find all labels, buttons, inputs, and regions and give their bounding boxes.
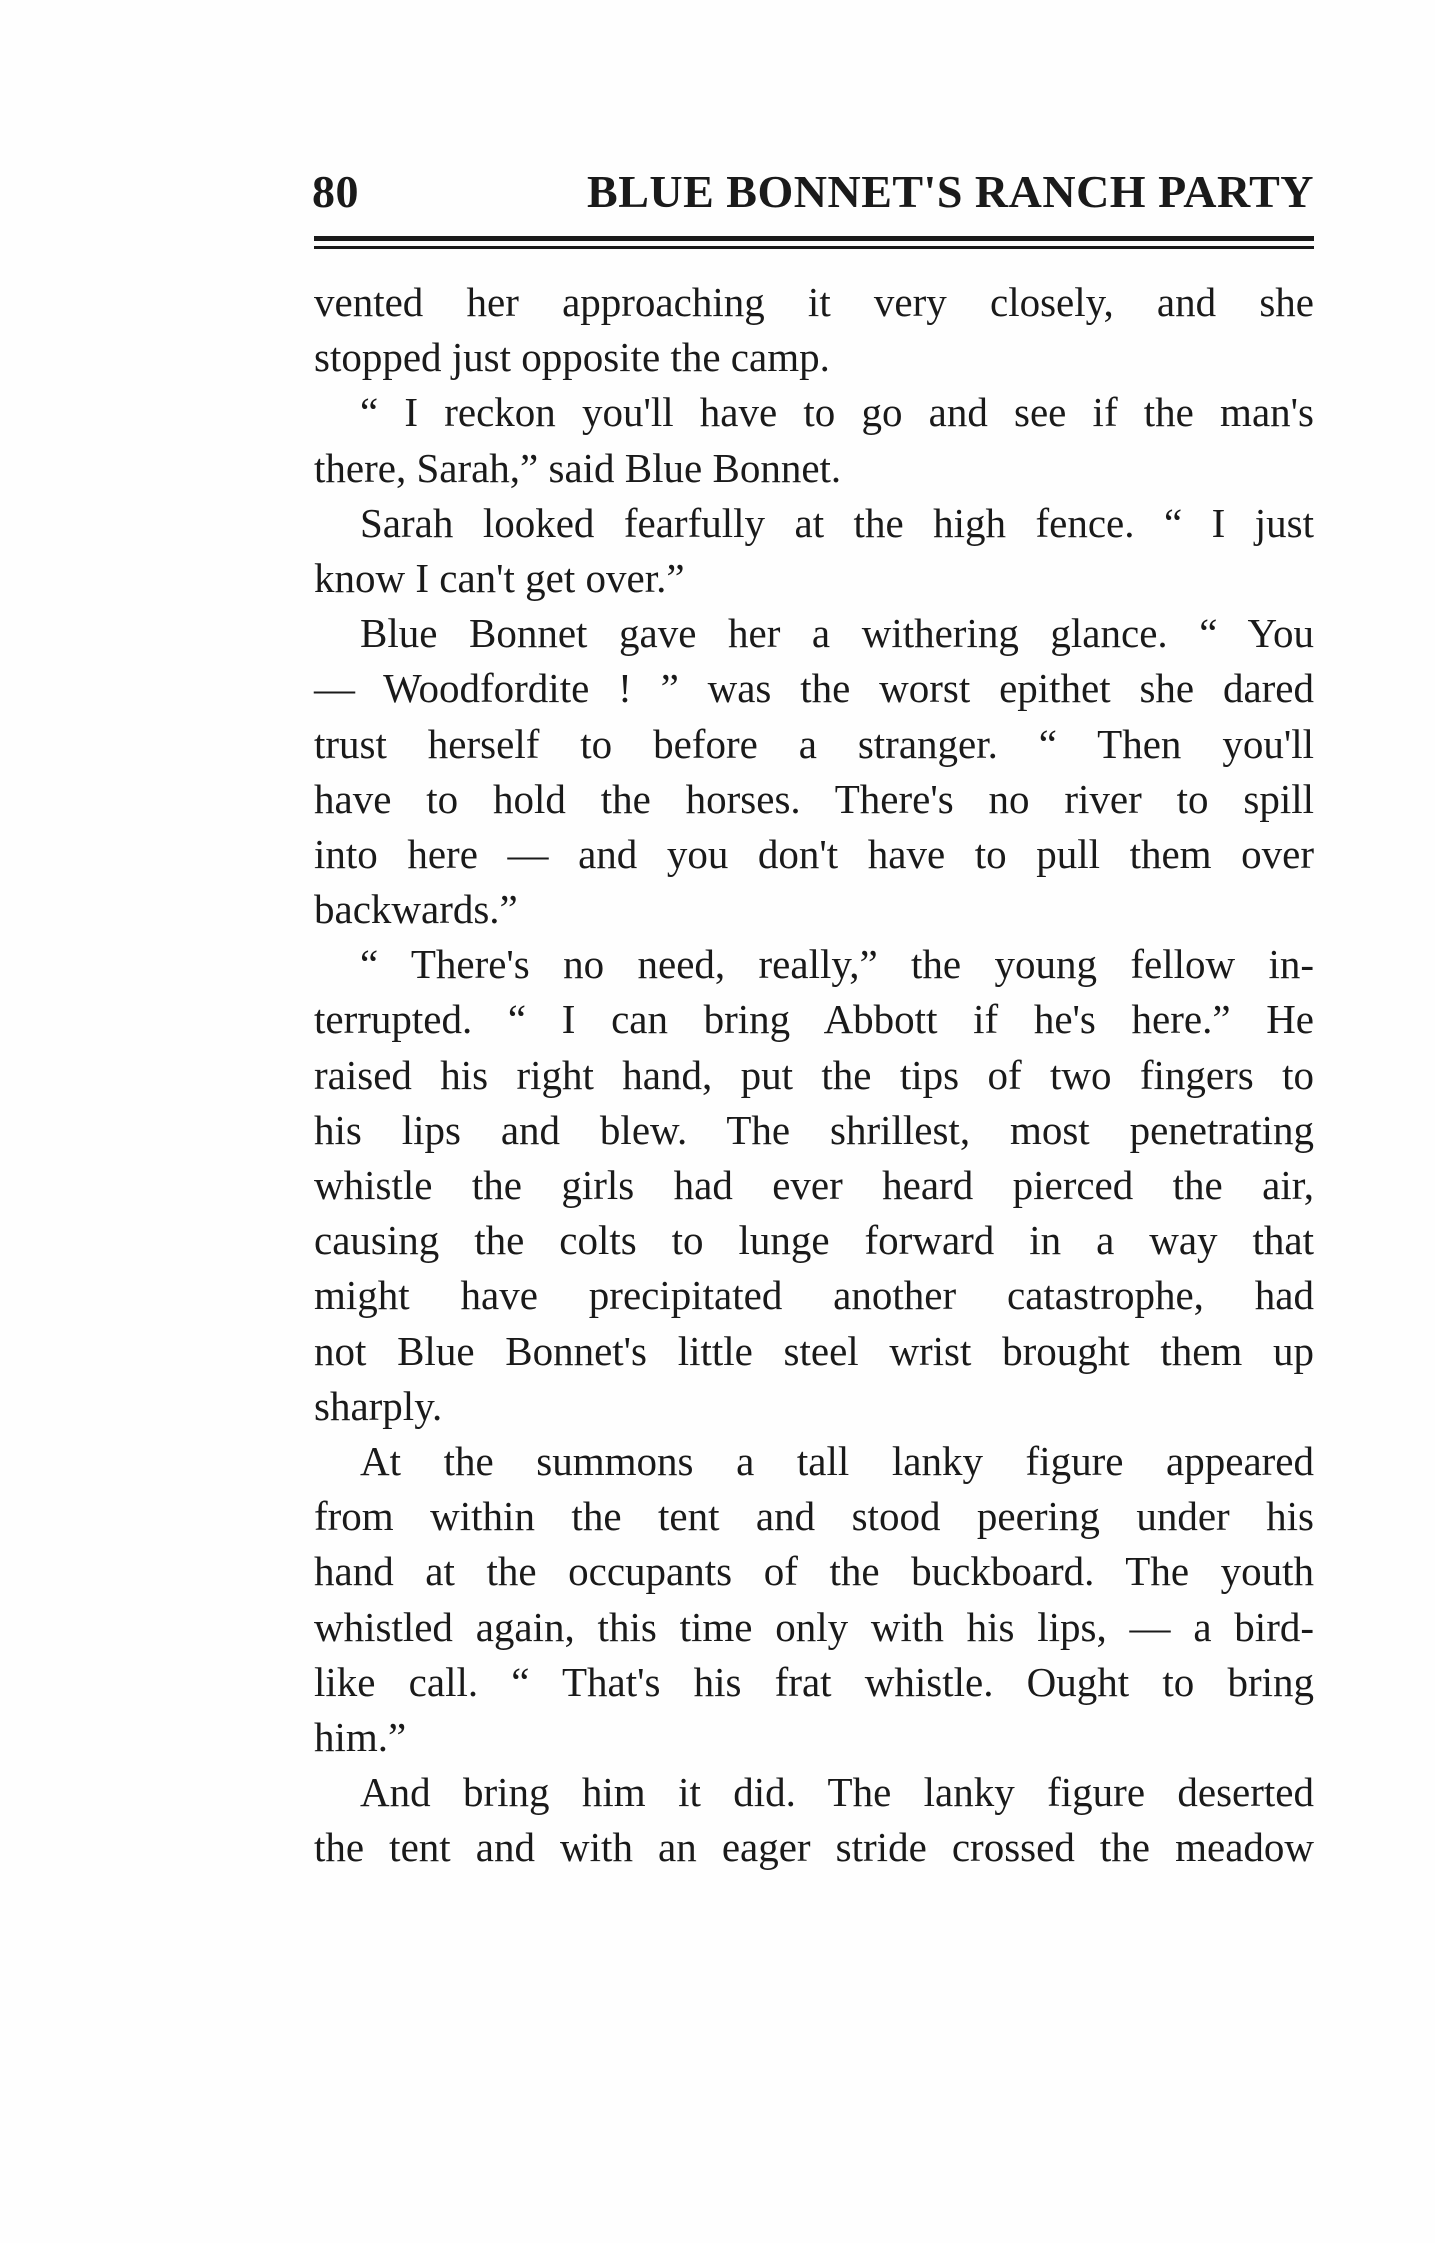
text-line: whistled again, this time only with his lips, — a bird- [314, 1603, 1314, 1650]
text-line: his lips and blew. The shrillest, most penetrating [314, 1106, 1314, 1153]
text-line: whistle the girls had ever heard pierced the air, [314, 1162, 1314, 1208]
page-number: 80 [312, 166, 359, 217]
text-line: — Woodfordite ! ” was the worst epithet she dared [314, 665, 1314, 712]
text-line: hand at the occupants of the buckboard. The youth [314, 1548, 1314, 1595]
text-line: causing the colts to lunge forward in a way that [314, 1217, 1314, 1264]
text-line: Sarah looked fearfully at the high fence. “ I just [360, 499, 1314, 546]
text-line: terrupted. “ I can bring Abbott if he's here.” He [314, 996, 1314, 1043]
header-rule-thin [314, 246, 1314, 249]
text-line: trust herself to before a stranger. “ Then you'll [314, 720, 1314, 767]
body-text [314, 275, 1314, 1875]
text-line: Blue Bonnet gave her a withering glance. “ You [360, 610, 1314, 657]
header-rule-thick [314, 236, 1314, 241]
text-line: might have precipitated another catastrophe, had [314, 1272, 1314, 1319]
text-line: not Blue Bonnet's little steel wrist brought them up [314, 1327, 1314, 1374]
text-line: like call. “ That's his frat whistle. Ought to bring [314, 1658, 1314, 1705]
text-line: At the summons a tall lanky figure appeared [360, 1437, 1314, 1484]
text-line: sharply. [314, 1382, 443, 1429]
text-line: from within the tent and stood peering under his [314, 1493, 1314, 1540]
running-header [312, 162, 1314, 222]
text-line: him.” [314, 1713, 407, 1760]
text-line: “ There's no need, really,” the young fellow in- [360, 941, 1314, 988]
text-line: backwards.” [314, 886, 518, 933]
text-line: raised his right hand, put the tips of two fingers to [314, 1051, 1314, 1098]
text-line: know I can't get over.” [314, 554, 685, 601]
text-line: “ I reckon you'll have to go and see if the man's [360, 389, 1314, 436]
text-line: vented her approaching it very closely, and she [314, 279, 1314, 325]
text-line: the tent and with an eager stride crossed the meadow [314, 1824, 1314, 1871]
running-title: BLUE BONNET'S RANCH PARTY [587, 166, 1314, 217]
text-line: And bring him it did. The lanky figure deserted [360, 1769, 1314, 1816]
text-line: into here — and you don't have to pull them over [314, 830, 1314, 877]
text-line: stopped just opposite the camp. [314, 334, 830, 381]
text-line: have to hold the horses. There's no river to spill [314, 775, 1314, 822]
text-line: there, Sarah,” said Blue Bonnet. [314, 444, 842, 491]
